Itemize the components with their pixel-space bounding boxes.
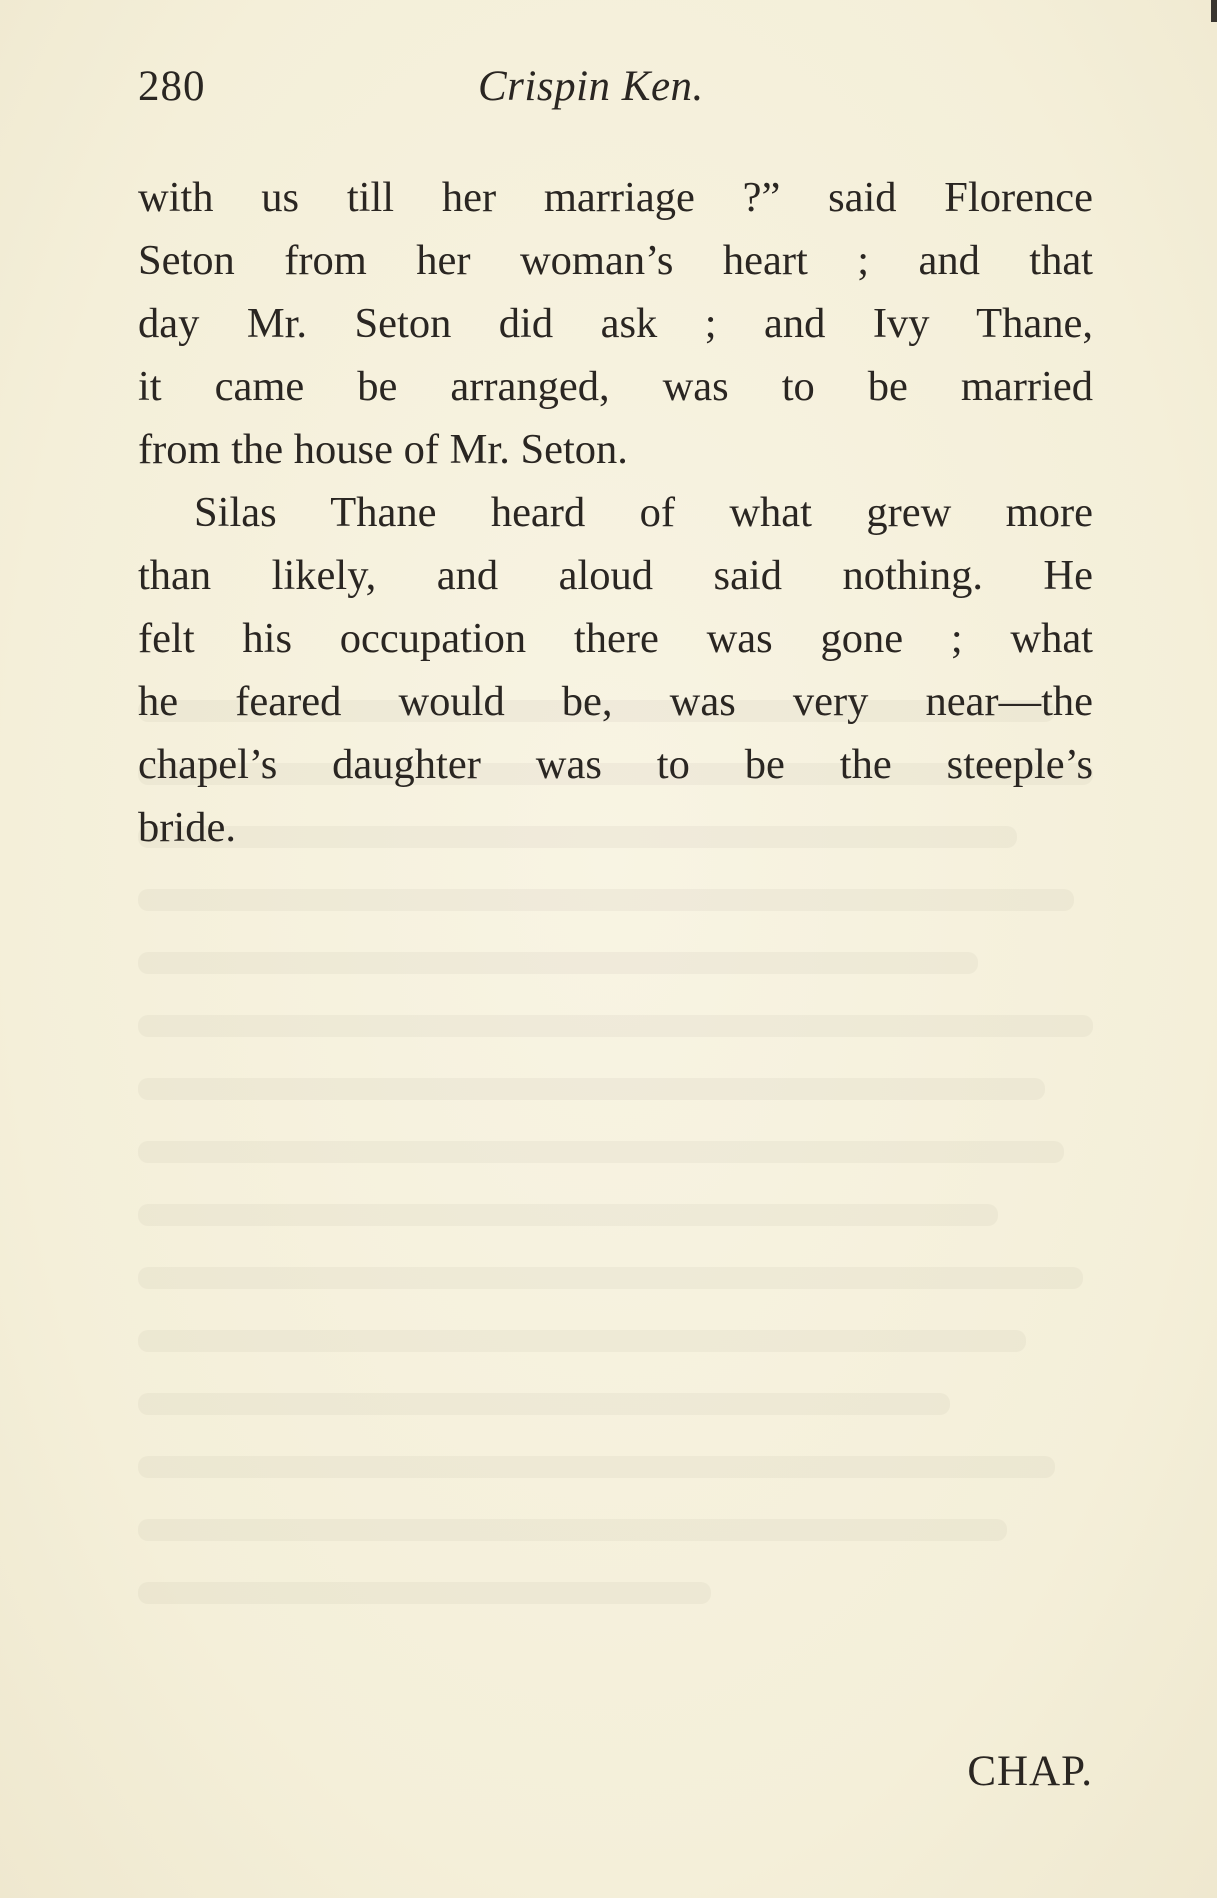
text-line: from the house of Mr. Seton.: [138, 426, 628, 473]
page-header: [138, 62, 1093, 122]
text-line: with us till her marriage ?” said Florence: [138, 174, 1093, 221]
text-line: chapel’s daughter was to be the steeple’s: [138, 741, 1093, 788]
text-line: Silas Thane heard of what grew more: [194, 489, 1093, 536]
catchword: CHAP.: [967, 1748, 1093, 1795]
text-line: he feared would be, was very near—the: [138, 678, 1093, 725]
page-edge-mark: [1211, 0, 1217, 22]
text-line: than likely, and aloud said nothing. He: [138, 552, 1093, 599]
text-line: felt his occupation there was gone ; what: [138, 615, 1093, 662]
page-number: 280: [138, 63, 206, 110]
text-line: bride.: [138, 804, 236, 851]
text-line: it came be arranged, was to be married: [138, 363, 1093, 410]
body-text: [138, 166, 1093, 859]
show-through-shadow: [138, 700, 1093, 1800]
text-line: day Mr. Seton did ask ; and Ivy Thane,: [138, 300, 1093, 347]
running-head: Crispin Ken.: [478, 63, 704, 110]
text-line: Seton from her woman’s heart ; and that: [138, 237, 1093, 284]
